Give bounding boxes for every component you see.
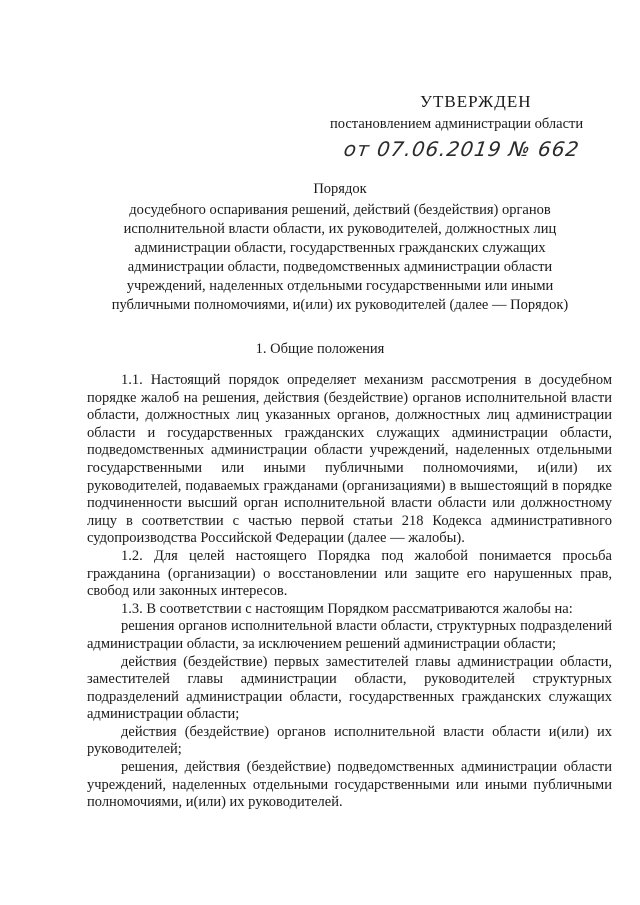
title-heading: Порядок — [313, 181, 367, 197]
approval-stamp — [330, 92, 620, 161]
title-line: учреждений, наделенных отдельными государственными или иными — [126, 278, 554, 294]
section-heading: 1. Общие положения — [255, 341, 385, 357]
title-line: исполнительной власти области, их руководителей, должностных лиц — [123, 221, 557, 237]
paragraph: действия (бездействие) органов исполнительной власти области и(или) их руководителей; — [87, 723, 612, 758]
paragraph: действия (бездействие) первых заместителей главы администрации области, заместителей главы администрации области, руководителей структурных подразделений администрации области, государственных гражданских служащих администрации области; — [87, 653, 612, 723]
title-line: публичными полномочиями, и(или) их руководителей (далее — Порядок) — [111, 297, 569, 313]
approved-label: УТВЕРЖДЕН — [420, 92, 532, 111]
title-line: администрации области, подведомственных администрации области — [127, 259, 553, 275]
approved-by: постановлением администрации области — [330, 116, 584, 132]
paragraph: решения, действия (бездействие) подведомственных администрации области учреждений, наделенных отдельными государственными или иными публичными полномочиями, и(или) их руководителей. — [87, 759, 612, 811]
title-line: досудебного оспаривания решений, действий (бездействия) органов — [129, 202, 551, 218]
paragraph: 1.2. Для целей настоящего Порядка под жалобой понимается просьба гражданина (организации) о восстановлении или защите его нарушенных прав, свобод или законных интересов. — [87, 547, 612, 600]
paragraph: решения органов исполнительной власти области, структурных подразделений администрации области, за исключением решений администрации области; — [87, 618, 612, 652]
title-line: администрации области, государственных гражданских служащих — [134, 240, 546, 256]
document-title — [90, 180, 590, 315]
paragraph: 1.3. В соответствии с настоящим Порядком рассматриваются жалобы на: — [121, 600, 573, 617]
paragraph: 1.1. Настоящий порядок определяет механизм рассмотрения в досудебном порядке жалоб на решения, действия (бездействие) органов исполнительной власти области, должностных лиц указанных органов, должностных лиц администрации области и государственных гражданских служащих администрации области, подведомственных администрации области учреждений, наделенных отдельными государственными или иными публичными полномочиями, и(или) их руководителей, подаваемых гражданами (организациями) в вышестоящий в порядке подчиненности высший орган исполнительной власти области или должностному лицу в соответствии с частью первой статьи 218 Кодекса административного судопроизводства Российской Федерации (далее — жалобы). — [87, 372, 612, 547]
body-text — [87, 372, 612, 812]
handwritten-date-number: от 07.06.2019 № 662 — [342, 137, 582, 161]
